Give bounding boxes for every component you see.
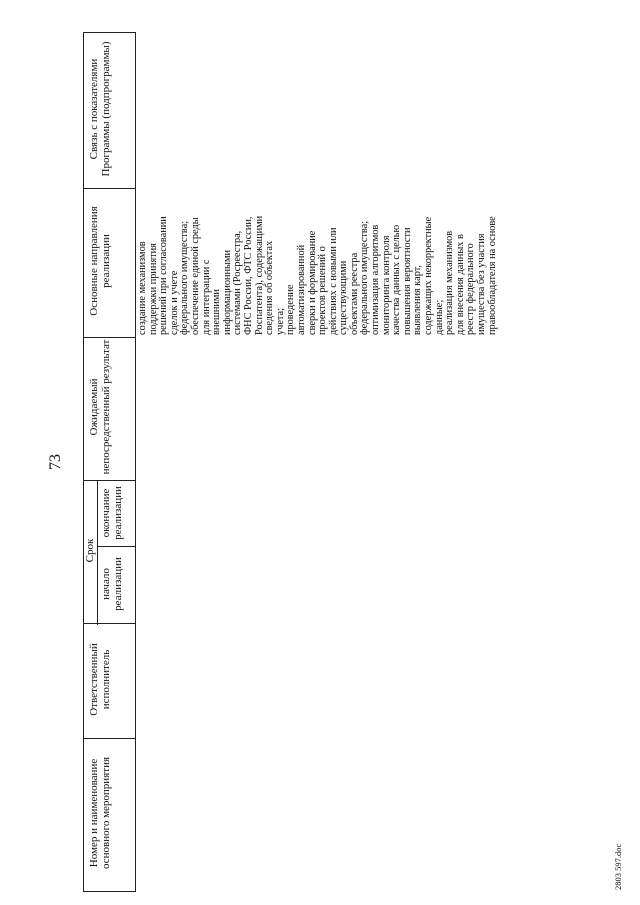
directions-line: создание механизмов	[137, 241, 148, 335]
footer-file-code: 2803 597.doc	[613, 843, 623, 890]
header-responsible-line1: Ответственный	[88, 643, 100, 716]
directions-line: системами (Росреестра,	[232, 230, 244, 335]
header-start	[100, 551, 124, 617]
directions-cell-text	[138, 216, 498, 335]
directions-line: информационными	[221, 250, 233, 335]
directions-line: ФНС России, ФТС России,	[242, 216, 254, 335]
header-deadline: Срок	[84, 538, 96, 563]
table-left-border	[83, 32, 84, 892]
directions-line: существующими	[338, 260, 350, 335]
directions-line: федерального имущества;	[179, 220, 191, 335]
directions-line: мониторинга контроля	[380, 235, 392, 335]
header-directions-line1: Основные направления	[88, 206, 100, 316]
col-separator-2-1	[83, 738, 135, 739]
directions-line: качества данных с целью	[391, 224, 403, 335]
header-event-name-line1: Номер и наименование	[88, 758, 100, 868]
directions-line: федерального имущества;	[359, 220, 371, 335]
directions-line: решений при согласовании	[158, 216, 170, 335]
directions-line: проектов решений о	[317, 246, 329, 335]
header-start-line2: реализации	[112, 557, 124, 611]
directions-line: проведение	[285, 284, 297, 335]
directions-line: внешними	[211, 289, 223, 335]
directions-line: учета;	[274, 308, 286, 335]
header-responsible-line2: исполнитель	[100, 649, 112, 710]
directions-line: объектами реестра	[348, 252, 360, 335]
col-separator-3b-3a	[97, 546, 135, 547]
directions-line: поддержки принятия	[147, 243, 159, 335]
header-indicators	[88, 33, 112, 185]
table-bottom-border	[83, 891, 135, 892]
directions-line: сделок и учете	[168, 270, 180, 335]
directions-line: выявления карт,	[412, 264, 424, 335]
directions-line: автоматизированной	[295, 244, 307, 335]
header-expected-result-line1: Ожидаемый	[88, 378, 100, 436]
header-end	[100, 481, 124, 545]
table-subheader-divider	[97, 480, 98, 625]
directions-line: обеспечение единой среды	[189, 217, 201, 335]
directions-line: для интеграции с	[200, 259, 212, 335]
directions-line: сведения об объектах	[264, 240, 276, 335]
header-end-line2: реализации	[112, 486, 124, 540]
directions-line: повышения вероятности	[401, 227, 413, 335]
directions-line: Роспатента), содержащими	[253, 215, 265, 335]
table-header-divider	[135, 32, 136, 892]
directions-line: сверки и формирование	[306, 230, 318, 335]
header-expected-result-line2: непосредственный результат	[100, 339, 112, 475]
header-start-line1: начало	[100, 568, 112, 600]
page-number: 73	[47, 454, 64, 470]
header-directions	[88, 188, 112, 334]
header-event-name	[88, 748, 112, 878]
header-expected-result	[88, 337, 112, 477]
directions-line: для внесения данных в	[454, 234, 466, 335]
directions-line: имущества без участия	[476, 233, 487, 335]
header-end-line1: окончание	[100, 488, 112, 538]
directions-line: содержащих некорректные	[423, 216, 435, 335]
directions-line: оптимизация алгоритмов	[370, 224, 382, 335]
header-indicators-line1: Связь с показателями	[88, 58, 100, 160]
directions-line: действиях с новыми или	[327, 227, 339, 335]
header-indicators-line2: Программы (подпрограммы)	[100, 41, 112, 177]
header-directions-line2: реализации	[100, 234, 112, 288]
directions-line: реестр федерального	[465, 243, 477, 335]
header-event-name-line2: основного мероприятия	[100, 756, 112, 870]
directions-line: правообладателя на основе	[486, 216, 498, 335]
col-separator-3-2	[83, 623, 135, 624]
directions-line: данные;	[433, 299, 445, 335]
directions-line: реализация механизмов	[444, 230, 456, 335]
header-responsible	[88, 627, 112, 732]
